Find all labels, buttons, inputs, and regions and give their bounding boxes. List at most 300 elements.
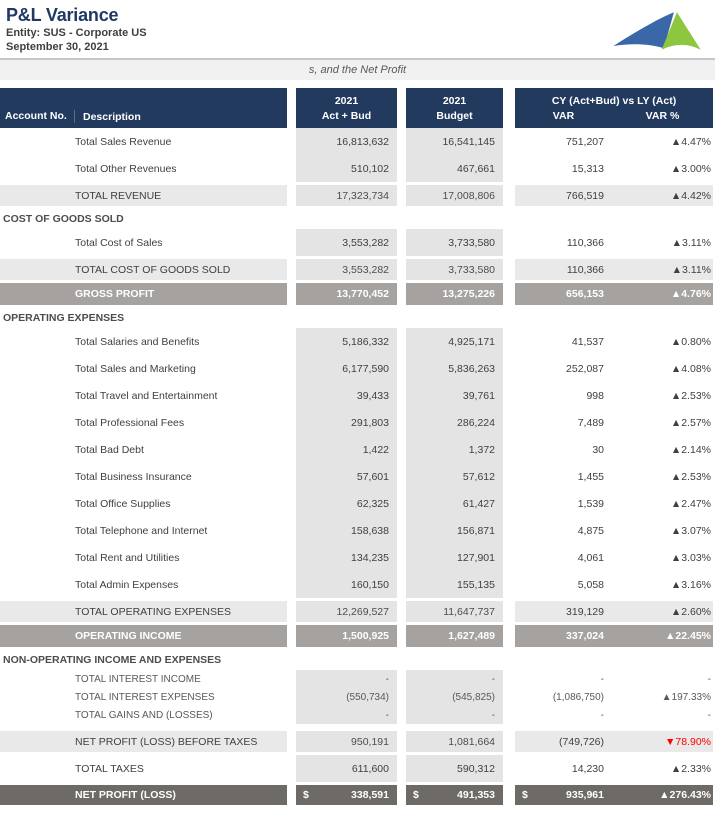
cell-variance (515, 755, 713, 782)
cell-actbud (296, 436, 397, 463)
column-gap (287, 355, 296, 382)
column-gap (287, 209, 296, 229)
actbud-value: 6,177,590 (342, 362, 389, 375)
var-pct-value: ▲2.53% (670, 470, 711, 483)
var-value: 1,455 (577, 470, 604, 483)
var-value: 30 (592, 443, 604, 456)
column-gap (397, 128, 406, 155)
cell-actbud (296, 785, 397, 805)
var-pct-wrap (612, 328, 713, 355)
var-pct-wrap (612, 185, 713, 206)
table-row (0, 650, 715, 670)
column-gap (287, 409, 296, 436)
column-gap (287, 544, 296, 571)
table-row (0, 355, 715, 382)
column-gap (287, 308, 296, 328)
row-description (0, 409, 287, 436)
budget-value: 156,871 (457, 524, 495, 537)
table-row (0, 308, 715, 328)
column-gap (287, 259, 296, 280)
cell-variance (515, 155, 713, 182)
var-value-wrap (515, 601, 612, 622)
var-value: (749,726) (559, 735, 604, 748)
cell-variance (515, 490, 713, 517)
column-gap (503, 185, 515, 206)
row-description (0, 571, 287, 598)
column-gap (503, 517, 515, 544)
row-description (0, 650, 287, 670)
budget-value: 467,661 (457, 162, 495, 175)
var-value: 1,539 (577, 497, 604, 510)
cell-actbud (296, 128, 397, 155)
var-pct-wrap (612, 706, 713, 724)
var-value: 935,961 (566, 789, 604, 801)
var-value-wrap (515, 517, 612, 544)
var-value-wrap (515, 731, 612, 752)
budget-value: 3,733,580 (448, 263, 495, 276)
column-gap (503, 382, 515, 409)
cell-budget (406, 209, 503, 229)
cell-variance (515, 601, 713, 622)
budget-value: 39,761 (462, 389, 495, 402)
cell-variance (515, 785, 713, 805)
actbud-value: 160,150 (351, 578, 389, 591)
cell-variance (515, 436, 713, 463)
var-pct-wrap (612, 128, 713, 155)
cell-budget (406, 670, 503, 688)
dollar-sign: $ (413, 789, 419, 801)
cell-variance (515, 463, 713, 490)
cell-budget (406, 650, 503, 670)
var-value: 319,129 (566, 605, 604, 618)
cell-budget (406, 308, 503, 328)
column-gap (287, 706, 296, 724)
row-description (0, 755, 287, 782)
cell-variance (515, 670, 713, 688)
cell-budget (406, 785, 503, 805)
cell-actbud (296, 382, 397, 409)
var-pct-value: ▲4.08% (670, 362, 711, 375)
cell-budget (406, 382, 503, 409)
column-gap (503, 463, 515, 490)
budget-value: 4,925,171 (448, 335, 495, 348)
ticker-text: s, and the Net Profit (308, 64, 407, 76)
table-body (0, 128, 715, 805)
var-value: 14,230 (571, 762, 604, 775)
table-row (0, 409, 715, 436)
cell-budget (406, 436, 503, 463)
column-gap (287, 283, 296, 305)
var-pct-value: ▲197.33% (661, 691, 711, 703)
table-row (0, 229, 715, 256)
column-gap (503, 209, 515, 229)
var-value-wrap (515, 706, 612, 724)
cell-budget (406, 185, 503, 206)
var-pct-wrap (612, 259, 713, 280)
actbud-value: 57,601 (356, 470, 389, 483)
var-pct-value: ▲3.11% (671, 236, 711, 249)
report-header (0, 0, 715, 58)
cell-actbud (296, 308, 397, 328)
var-value-wrap (515, 128, 612, 155)
table-row (0, 517, 715, 544)
cell-variance (515, 355, 713, 382)
budget-value: - (491, 709, 495, 721)
row-label: TOTAL COST OF GOODS SOLD (75, 263, 231, 276)
table-row (0, 625, 715, 647)
column-gap (287, 571, 296, 598)
column-gap (503, 688, 515, 706)
column-gap (503, 755, 515, 782)
actbud-value: 3,553,282 (342, 236, 389, 249)
var-value-wrap (515, 229, 612, 256)
cell-actbud (296, 259, 397, 280)
budget-value: 16,541,145 (442, 135, 495, 148)
table-row (0, 128, 715, 155)
var-pct-wrap (612, 688, 713, 706)
var-pct-value: ▲2.14% (670, 443, 711, 456)
column-gap (287, 463, 296, 490)
var-value: 110,366 (566, 236, 604, 249)
var-pct-value: ▲2.60% (670, 605, 711, 618)
cell-budget (406, 155, 503, 182)
cell-variance (515, 706, 713, 724)
cell-actbud (296, 328, 397, 355)
row-description (0, 785, 287, 805)
budget-value: 13,275,226 (442, 288, 495, 300)
row-description (0, 544, 287, 571)
table-row (0, 382, 715, 409)
row-description (0, 625, 287, 647)
column-gap (503, 785, 515, 805)
var-value: (1,086,750) (552, 691, 604, 703)
column-gap (503, 571, 515, 598)
var-pct-value: ▲2.33% (670, 762, 711, 775)
row-label: Total Business Insurance (75, 470, 192, 483)
table-row (0, 544, 715, 571)
column-gap (503, 259, 515, 280)
var-pct-value: - (707, 673, 711, 685)
cell-variance (515, 571, 713, 598)
column-gap (287, 517, 296, 544)
actbud-value: - (385, 709, 389, 721)
table-row (0, 688, 715, 706)
cell-actbud (296, 209, 397, 229)
var-pct-value: ▲2.57% (670, 416, 711, 429)
header-cell-description (0, 88, 287, 128)
cell-variance (515, 128, 713, 155)
column-gap (397, 259, 406, 280)
table-row (0, 670, 715, 688)
budget-value: 17,008,806 (442, 189, 495, 202)
cell-budget (406, 355, 503, 382)
cell-variance (515, 688, 713, 706)
actbud-value: 611,600 (351, 762, 389, 775)
var-value-wrap (515, 544, 612, 571)
row-label: COST OF GOODS SOLD (3, 213, 124, 225)
var-value: - (600, 709, 604, 721)
cell-actbud (296, 490, 397, 517)
cell-budget (406, 625, 503, 647)
row-label: Total Sales and Marketing (75, 362, 196, 375)
column-actbud-year: 2021 (334, 94, 359, 107)
var-pct-value: ▲4.76% (670, 288, 711, 300)
cell-budget (406, 688, 503, 706)
budget-value: 57,612 (462, 470, 495, 483)
cell-variance (515, 544, 713, 571)
row-description (0, 283, 287, 305)
var-pct-wrap (612, 382, 713, 409)
column-gap (503, 436, 515, 463)
cell-actbud (296, 670, 397, 688)
column-gap (397, 88, 406, 128)
table-row (0, 490, 715, 517)
row-label: OPERATING EXPENSES (3, 312, 125, 324)
column-gap (397, 463, 406, 490)
var-value-wrap (515, 688, 612, 706)
column-gap (503, 670, 515, 688)
header-cell-variance (515, 88, 713, 128)
column-gap (397, 670, 406, 688)
column-gap (287, 601, 296, 622)
column-gap (397, 355, 406, 382)
table-row (0, 436, 715, 463)
column-gap (397, 490, 406, 517)
row-label: TOTAL OPERATING EXPENSES (75, 605, 231, 618)
cell-variance (515, 229, 713, 256)
column-var: VAR (552, 109, 575, 122)
var-pct-value: ▲276.43% (659, 789, 711, 801)
var-pct-wrap (612, 650, 713, 670)
cell-actbud (296, 688, 397, 706)
var-value: 4,061 (577, 551, 604, 564)
column-gap (397, 436, 406, 463)
var-pct-wrap (612, 229, 713, 256)
var-pct-value: ▲3.11% (671, 263, 711, 276)
column-budget-year: 2021 (442, 94, 467, 107)
var-pct-value: ▲3.07% (670, 524, 711, 537)
actbud-value: 62,325 (356, 497, 389, 510)
cell-variance (515, 625, 713, 647)
budget-value: 1,627,489 (448, 630, 495, 642)
row-description (0, 328, 287, 355)
cell-actbud (296, 650, 397, 670)
var-value: 337,024 (566, 630, 604, 642)
var-pct-wrap (612, 544, 713, 571)
var-value-wrap (515, 382, 612, 409)
row-label: Total Rent and Utilities (75, 551, 180, 564)
cell-budget (406, 731, 503, 752)
cell-variance (515, 283, 713, 305)
cell-actbud (296, 517, 397, 544)
row-label: Total Other Revenues (75, 162, 177, 175)
column-actbud-label: Act + Bud (321, 109, 372, 122)
cell-budget (406, 490, 503, 517)
cell-variance (515, 328, 713, 355)
var-pct-wrap (612, 670, 713, 688)
column-gap (503, 308, 515, 328)
table-row (0, 155, 715, 182)
cell-budget (406, 706, 503, 724)
var-pct-value: - (707, 709, 711, 721)
actbud-value: 3,553,282 (342, 263, 389, 276)
actbud-value: 1,422 (362, 443, 389, 456)
budget-value: 286,224 (457, 416, 495, 429)
budget-value: 1,081,664 (448, 735, 495, 748)
table-header (0, 88, 715, 128)
column-gap (397, 785, 406, 805)
cell-variance (515, 517, 713, 544)
var-value-wrap (515, 755, 612, 782)
cell-actbud (296, 731, 397, 752)
cell-budget (406, 128, 503, 155)
var-pct-value: ▲22.45% (664, 630, 711, 642)
row-label: NET PROFIT (LOSS) BEFORE TAXES (75, 735, 258, 748)
var-value: 15,313 (571, 162, 604, 175)
column-gap (287, 229, 296, 256)
column-gap (397, 650, 406, 670)
column-gap (397, 601, 406, 622)
cell-budget (406, 328, 503, 355)
row-label: Total Professional Fees (75, 416, 185, 429)
var-pct-wrap (612, 283, 713, 305)
var-value-wrap (515, 625, 612, 647)
var-pct-wrap (612, 731, 713, 752)
actbud-value: 158,638 (351, 524, 389, 537)
var-value-wrap (515, 670, 612, 688)
cell-budget (406, 409, 503, 436)
var-value: - (600, 673, 604, 685)
var-value: 766,519 (566, 189, 604, 202)
row-label: Total Admin Expenses (75, 578, 179, 591)
cell-budget (406, 544, 503, 571)
cell-budget (406, 601, 503, 622)
column-gap (397, 517, 406, 544)
cell-variance (515, 382, 713, 409)
column-gap (287, 731, 296, 752)
var-pct-wrap (612, 436, 713, 463)
cell-actbud (296, 625, 397, 647)
actbud-value: 13,770,452 (336, 288, 389, 300)
var-value-wrap (515, 650, 612, 670)
var-pct-wrap (612, 517, 713, 544)
cell-variance (515, 209, 713, 229)
cell-actbud (296, 185, 397, 206)
var-value-wrap (515, 785, 612, 805)
actbud-value: 12,269,527 (336, 605, 389, 618)
mountain-logo-icon (611, 8, 703, 54)
column-gap (503, 409, 515, 436)
column-gap (503, 650, 515, 670)
cell-actbud (296, 463, 397, 490)
row-description (0, 688, 287, 706)
table-row (0, 259, 715, 280)
var-pct-wrap (612, 490, 713, 517)
column-gap (503, 155, 515, 182)
budget-value: - (491, 673, 495, 685)
budget-value: 5,836,263 (448, 362, 495, 375)
budget-value: 155,135 (457, 578, 495, 591)
var-value-wrap (515, 409, 612, 436)
budget-value: 11,647,737 (443, 605, 495, 618)
column-gap (503, 706, 515, 724)
actbud-value: 17,323,734 (336, 189, 389, 202)
column-gap (287, 625, 296, 647)
row-label: Total Office Supplies (75, 497, 171, 510)
var-value: 4,875 (577, 524, 604, 537)
column-gap (287, 185, 296, 206)
var-pct-wrap (612, 601, 713, 622)
actbud-value: 291,803 (351, 416, 389, 429)
var-pct-value: ▲4.42% (670, 189, 711, 202)
var-pct-wrap (612, 409, 713, 436)
cell-variance (515, 308, 713, 328)
table-row (0, 283, 715, 305)
budget-value: 61,427 (462, 497, 495, 510)
cell-actbud (296, 601, 397, 622)
row-description (0, 259, 287, 280)
actbud-value: 5,186,332 (342, 335, 389, 348)
cell-actbud (296, 544, 397, 571)
row-description (0, 209, 287, 229)
var-value: 7,489 (577, 416, 604, 429)
row-label: TOTAL INTEREST EXPENSES (75, 691, 215, 703)
var-pct-value: ▲2.53% (670, 389, 711, 402)
cell-variance (515, 650, 713, 670)
table-row (0, 571, 715, 598)
var-pct-wrap (612, 355, 713, 382)
column-gap (503, 283, 515, 305)
table-row (0, 463, 715, 490)
cell-budget (406, 229, 503, 256)
var-value-wrap (515, 355, 612, 382)
column-gap (287, 490, 296, 517)
row-label: Total Salaries and Benefits (75, 335, 200, 348)
var-value: 998 (586, 389, 604, 402)
var-value-wrap (515, 571, 612, 598)
var-pct-wrap (612, 463, 713, 490)
var-value: 41,537 (571, 335, 604, 348)
cell-actbud (296, 755, 397, 782)
row-description (0, 490, 287, 517)
actbud-value: 39,433 (356, 389, 389, 402)
var-value-wrap (515, 155, 612, 182)
row-description (0, 706, 287, 724)
cell-actbud (296, 571, 397, 598)
column-gap (397, 308, 406, 328)
var-pct-value: ▲3.16% (670, 578, 711, 591)
cell-actbud (296, 355, 397, 382)
actbud-value: 134,235 (351, 551, 389, 564)
header-cell-budget (406, 88, 503, 128)
column-gap (287, 785, 296, 805)
cell-budget (406, 259, 503, 280)
row-label: Total Sales Revenue (75, 135, 172, 148)
var-pct-wrap (612, 571, 713, 598)
cell-actbud (296, 155, 397, 182)
column-gap (503, 229, 515, 256)
table-row (0, 209, 715, 229)
column-gap (287, 88, 296, 128)
var-value: 252,087 (566, 362, 604, 375)
row-description (0, 128, 287, 155)
cell-budget (406, 517, 503, 544)
table-row (0, 185, 715, 206)
row-description (0, 382, 287, 409)
var-pct-value: ▲2.47% (670, 497, 711, 510)
row-label: Total Travel and Entertainment (75, 389, 218, 402)
var-pct-wrap (612, 155, 713, 182)
